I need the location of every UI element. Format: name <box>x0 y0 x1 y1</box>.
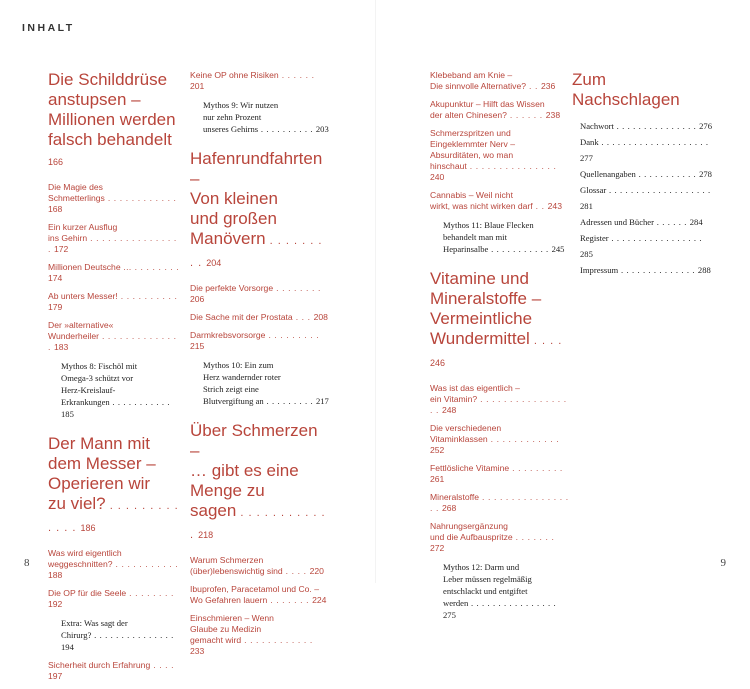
myth-title-line: Leber müssen regelmäßig <box>443 574 532 584</box>
section-title: Absurditäten, wo man <box>430 150 514 160</box>
section-entry[interactable]: Was ist das eigentlich – ein Vitamin? . . . . . . . . . . . . . . . . . 248 <box>430 383 570 416</box>
section-title: gemacht wird <box>190 635 242 645</box>
section-entry[interactable]: Ibuprofen, Paracetamol und Co. – Wo Gefahren lauern . . . . . . . 224 <box>190 584 330 606</box>
myth-title-line: Strich zeigt eine <box>203 384 259 394</box>
appendix-entry[interactable]: Adressen und Bücher . . . . . . 284 <box>580 217 703 227</box>
section-title: Glaube zu Medizin <box>190 624 262 634</box>
page-number: 243 <box>547 201 562 211</box>
chapter-entry[interactable]: Vitamine und Mineralstoffe – Vermeintliche Wundermittel . . . . 246 <box>430 269 570 373</box>
chapter-title-line: Menge zu <box>190 481 265 500</box>
toc-column-2 <box>190 70 330 664</box>
section-title: der alten Chinesen? <box>430 110 507 120</box>
section-title: Darmkrebsvorsorge <box>190 330 266 340</box>
section-title: Keine OP ohne Risiken <box>190 70 279 80</box>
section-title: Cannabis – Weil nicht <box>430 190 513 200</box>
chapter-title-line: Operieren wir <box>48 474 151 493</box>
section-title: Schmerzspritzen und <box>430 128 511 138</box>
page-number: 268 <box>441 503 457 513</box>
myth-title-line: Mythos 10: Ein zum <box>203 360 274 370</box>
appendix-entry[interactable]: Quellenangaben . . . . . . . . . . . 278 <box>580 169 712 179</box>
chapter-entry[interactable]: Hafenrundfahrten – Von kleinen und großen Manövern . . . . . . . . . 204 <box>190 149 330 273</box>
myth-title-line: Extra: Was sagt der <box>61 618 128 628</box>
section-title: Einschmieren – Wenn <box>190 613 274 623</box>
appendix-label: Register <box>580 233 609 243</box>
toc-column-appendix <box>572 70 712 278</box>
chapter-title-line: Über Schmerzen – <box>190 421 318 460</box>
page-number: 215 <box>190 341 205 351</box>
section-title: ein Vitamin? <box>430 394 478 404</box>
chapter-title-line: … gibt es eine <box>190 461 299 480</box>
section-title: Die verschiedenen <box>430 423 502 433</box>
myth-title-line: Mythos 12: Darm und <box>443 562 520 572</box>
page-number: 246 <box>430 358 446 368</box>
section-entry[interactable]: Die verschiedenen Vitaminklassen . . . . . . . . . . . . 252 <box>430 423 570 456</box>
myth-title-line: entschlackt und entgiftet <box>443 586 528 596</box>
myth-title-line: Mythos 9: Wir nutzen <box>203 100 279 110</box>
section-title: und die Aufbauspritze <box>430 532 513 542</box>
section-title: Ein kurzer Ausflug <box>48 222 118 232</box>
section-title: ins Gehirn <box>48 233 88 243</box>
page-number: 284 <box>689 217 703 227</box>
myth-entry[interactable]: Mythos 12: Darm und Leber müssen regelmäßig entschlackt und entgiftet werden . . . . . . . . . . . . . . . . 275 <box>430 561 570 621</box>
section-entry[interactable]: Ein kurzer Ausflug ins Gehirn . . . . . . . . . . . . . . . . 172 <box>48 222 180 255</box>
section-title: Vitaminklassen <box>430 434 488 444</box>
myth-title-line: Herz-Kreislauf- <box>61 385 116 395</box>
page-number: 277 <box>580 153 593 163</box>
myth-title-line: behandelt man mit <box>443 232 507 242</box>
page-number: 208 <box>313 312 328 322</box>
section-entry[interactable]: Cannabis – Weil nicht wirkt, was nicht wirken darf . . 243 <box>430 190 570 212</box>
chapter-title-line: Vermeintliche <box>430 309 533 328</box>
chapter-title-line: Wundermittel <box>430 329 530 348</box>
appendix-entry[interactable]: Dank . . . . . . . . . . . . . . . . . . . . 277 <box>580 137 709 163</box>
chapter-title-line: Mineralstoffe – <box>430 289 542 308</box>
myth-title-line: Chirurg? <box>61 630 92 640</box>
page-number: 203 <box>315 124 329 134</box>
section-entry[interactable]: Was wird eigentlich weggeschnitten? . . . . . . . . . . . 188 <box>48 548 179 580</box>
chapter-entry[interactable]: Der Mann mit dem Messer – Operieren wir zu viel? . . . . . . . . . . . . . 186 <box>48 434 179 534</box>
section-entry[interactable]: Fettlösliche Vitamine . . . . . . . . . 261 <box>430 463 563 484</box>
section-title: Was ist das eigentlich – <box>430 383 520 393</box>
myth-title-line: Heparinsalbe <box>443 244 489 254</box>
chapter-title-line: Der Mann mit <box>48 434 151 453</box>
section-title: Wunderheiler <box>48 331 99 341</box>
section-title: Was wird eigentlich <box>48 548 122 558</box>
section-entry[interactable]: Schmerzspritzen und Eingeklemmter Nerv – Absurditäten, wo man hinschaut . . . . . . . . . . . . . . . 240 <box>430 128 570 183</box>
section-title: Die Magie des <box>48 182 103 192</box>
chapter-title-line: sagen <box>190 501 237 520</box>
chapter-title-line: Millionen werden <box>48 110 176 129</box>
section-title: Eingeklemmter Nerv – <box>430 139 516 149</box>
appendix-label: Adressen und Bücher <box>580 217 654 227</box>
section-title: wirkt, was nicht wirken darf <box>430 201 533 211</box>
section-entry[interactable]: Klebeband am Knie – Die sinnvolle Alternative? . . 236 <box>430 70 570 92</box>
myth-entry[interactable]: Mythos 11: Blaue Flecken behandelt man mit Heparinsalbe . . . . . . . . . . . 245 <box>430 219 570 255</box>
appendix-entry[interactable]: Impressum . . . . . . . . . . . . . . 288 <box>580 265 711 275</box>
page-number: 166 <box>48 157 64 167</box>
page-number: 238 <box>545 110 561 120</box>
page-number: 186 <box>80 523 96 533</box>
section-title: Wo Gefahren lauern <box>190 595 268 605</box>
section-title: Nahrungsergänzung <box>430 521 508 531</box>
page-number: 185 <box>61 409 74 419</box>
section-entry[interactable]: Akupunktur – Hilft das Wissen der alten Chinesen? . . . . . . 238 <box>430 99 570 121</box>
chapter-title-line: Hafenrundfahrten – <box>190 149 323 188</box>
myth-title-line: Omega-3 schützt vor <box>61 373 134 383</box>
appendix-entry[interactable]: Nachwort . . . . . . . . . . . . . . . 276 <box>580 121 712 131</box>
page-number: 197 <box>48 671 63 681</box>
section-entry[interactable]: Warum Schmerzen (über)lebenswichtig sind . . . . 220 <box>190 555 330 577</box>
page-number: 204 <box>206 258 222 268</box>
chapter-entry[interactable] <box>48 70 180 172</box>
section-title: Klebeband am Knie – <box>430 70 513 80</box>
myth-entry[interactable]: Mythos 9: Wir nutzen nur zehn Prozent unseres Gehirns . . . . . . . . . . 203 <box>203 100 329 134</box>
chapter-title-line: Manövern <box>190 229 266 248</box>
myth-title-line: nur zehn Prozent <box>203 112 262 122</box>
section-title: Fettlösliche Vitamine <box>430 463 510 473</box>
section-title: Die perfekte Vorsorge <box>190 283 274 293</box>
page-number: 174 <box>48 273 63 283</box>
chapter-title-line: dem Messer – <box>48 454 156 473</box>
page-number: 188 <box>48 570 63 580</box>
section-title: Mineralstoffe <box>430 492 480 502</box>
page-number: 288 <box>697 265 711 275</box>
section-title: Der »alternative« <box>48 320 114 330</box>
myth-title-line: unseres Gehirns <box>203 124 259 134</box>
section-title: Die OP für die Seele <box>48 588 127 598</box>
page-number: 245 <box>551 244 565 254</box>
section-entry[interactable]: Die Magie des Schmetterlings . . . . . . . . . . . . 168 <box>48 182 180 215</box>
appendix-label: Nachwort <box>580 121 614 131</box>
myth-title-line: werden <box>443 598 469 608</box>
page-number: 276 <box>699 121 712 131</box>
myth-title-line: Mythos 11: Blaue Flecken <box>443 220 534 230</box>
section-title: Schmetterlings <box>48 193 105 203</box>
page-number: 218 <box>198 530 214 540</box>
page-number: 240 <box>430 172 445 182</box>
page-gutter <box>375 0 376 583</box>
page-number: 217 <box>315 396 329 406</box>
section-title: Ibuprofen, Paracetamol und Co. – <box>190 584 319 594</box>
myth-title-line: Blutvergiftung an <box>203 396 264 406</box>
section-entry[interactable]: Der »alternative« Wunderheiler . . . . . . . . . . . . . . 183 <box>48 320 180 353</box>
section-entry[interactable]: Nahrungsergänzung und die Aufbauspritze . . . . . . . 272 <box>430 521 570 554</box>
section-entry[interactable]: Darmkrebsvorsorge . . . . . . . . . 215 <box>190 330 320 351</box>
page-number-right: 9 <box>720 557 726 569</box>
appendix-label: Quellenangaben <box>580 169 636 179</box>
chapter-title-line: zu viel? <box>48 494 106 513</box>
chapter-title-line: Die Schilddrüse <box>48 70 168 89</box>
page-number: 278 <box>699 169 712 179</box>
toc-column-3 <box>430 70 570 628</box>
section-title: Millionen Deutsche … <box>48 262 132 272</box>
myth-title-line: Mythos 8: Fischöl mit <box>61 361 138 371</box>
toc-column-1 <box>48 70 180 689</box>
page-number: 261 <box>430 474 445 484</box>
page-number: 172 <box>53 244 69 254</box>
page-number: 179 <box>48 302 63 312</box>
section-entry[interactable]: Einschmieren – Wenn Glaube zu Medizin gemacht wird . . . . . . . . . . . . 233 <box>190 613 330 657</box>
appendix-label: Impressum <box>580 265 619 275</box>
section-title: Ab unters Messer! <box>48 291 118 301</box>
page-number: 236 <box>540 81 556 91</box>
chapter-title-line: und großen <box>190 209 277 228</box>
chapter-title-line: Von kleinen <box>190 189 278 208</box>
page-number: 194 <box>61 642 74 652</box>
page-number: 281 <box>580 201 593 211</box>
toc-header: INHALT <box>22 22 75 34</box>
section-title: Die Sache mit der Prostata <box>190 312 293 322</box>
page-number: 285 <box>580 249 593 259</box>
section-entry[interactable]: Die Sache mit der Prostata . . . 208 <box>190 312 328 322</box>
page-number-left: 8 <box>24 557 30 569</box>
section-title: Sicherheit durch Erfahrung <box>48 660 151 670</box>
section-entry[interactable]: Ab unters Messer! . . . . . . . . . . 179 <box>48 291 178 312</box>
section-title: Warum Schmerzen <box>190 555 264 565</box>
page-number: 206 <box>190 294 205 304</box>
myth-entry[interactable]: Mythos 8: Fischöl mit Omega-3 schützt vor Herz-Kreislauf- Erkrankungen . . . . . . . . . . . 185 <box>48 360 180 420</box>
page-number: 233 <box>190 646 205 656</box>
page-number: 272 <box>430 543 445 553</box>
appendix-label: Dank <box>580 137 599 147</box>
page-number: 192 <box>48 599 63 609</box>
section-title: (über)lebenswichtig sind <box>190 566 283 576</box>
section-entry[interactable]: Mineralstoffe . . . . . . . . . . . . . . . . . 268 <box>430 492 569 513</box>
section-title: weggeschnitten? <box>48 559 113 569</box>
page-number: 183 <box>53 342 69 352</box>
chapter-title-line: Vitamine und <box>430 269 529 288</box>
appendix-label: Glossar <box>580 185 607 195</box>
section-entry[interactable]: Die perfekte Vorsorge . . . . . . . . 206 <box>190 283 321 304</box>
page-number: 252 <box>430 445 445 455</box>
myth-title-line: Erkrankungen <box>61 397 110 407</box>
appendix-title: Zum Nachschlagen <box>572 70 680 109</box>
chapter-title-line: falsch behandelt <box>48 130 172 149</box>
section-title: hinschaut <box>430 161 467 171</box>
page-number: 201 <box>190 81 205 91</box>
page-number: 224 <box>312 595 327 605</box>
page-number: 248 <box>441 405 457 415</box>
section-entry[interactable]: Sicherheit durch Erfahrung . . . . 197 <box>48 660 175 681</box>
appendix-entry[interactable]: Register . . . . . . . . . . . . . . . . . 285 <box>580 233 703 259</box>
page-number: 275 <box>443 610 456 620</box>
section-entry[interactable]: Millionen Deutsche … . . . . . . . . 174 <box>48 262 180 283</box>
myth-entry[interactable]: Mythos 10: Ein zum Herz wandernder roter Strich zeigt eine Blutvergiftung an . . . . . . . . . 217 <box>203 360 329 406</box>
chapter-title-line: anstupsen – <box>48 90 141 109</box>
page-number: 168 <box>48 204 63 214</box>
myth-entry[interactable]: Extra: Was sagt der Chirurg? . . . . . . . . . . . . . . . 194 <box>48 617 180 653</box>
section-entry[interactable]: Keine OP ohne Risiken . . . . . . 201 <box>190 70 315 91</box>
myth-title-line: Herz wandernder roter <box>203 372 281 382</box>
section-entry[interactable]: Die OP für die Seele . . . . . . . . 192 <box>48 588 174 609</box>
section-title: Die sinnvolle Alternative? <box>430 81 527 91</box>
page-number: 220 <box>309 566 324 576</box>
chapter-entry[interactable]: Über Schmerzen – … gibt es eine Menge zu sagen . . . . . . . . . . . . 218 <box>190 421 330 545</box>
section-title: Akupunktur – Hilft das Wissen <box>430 99 545 109</box>
appendix-entry[interactable]: Glossar . . . . . . . . . . . . . . . . . . . 281 <box>580 185 711 211</box>
